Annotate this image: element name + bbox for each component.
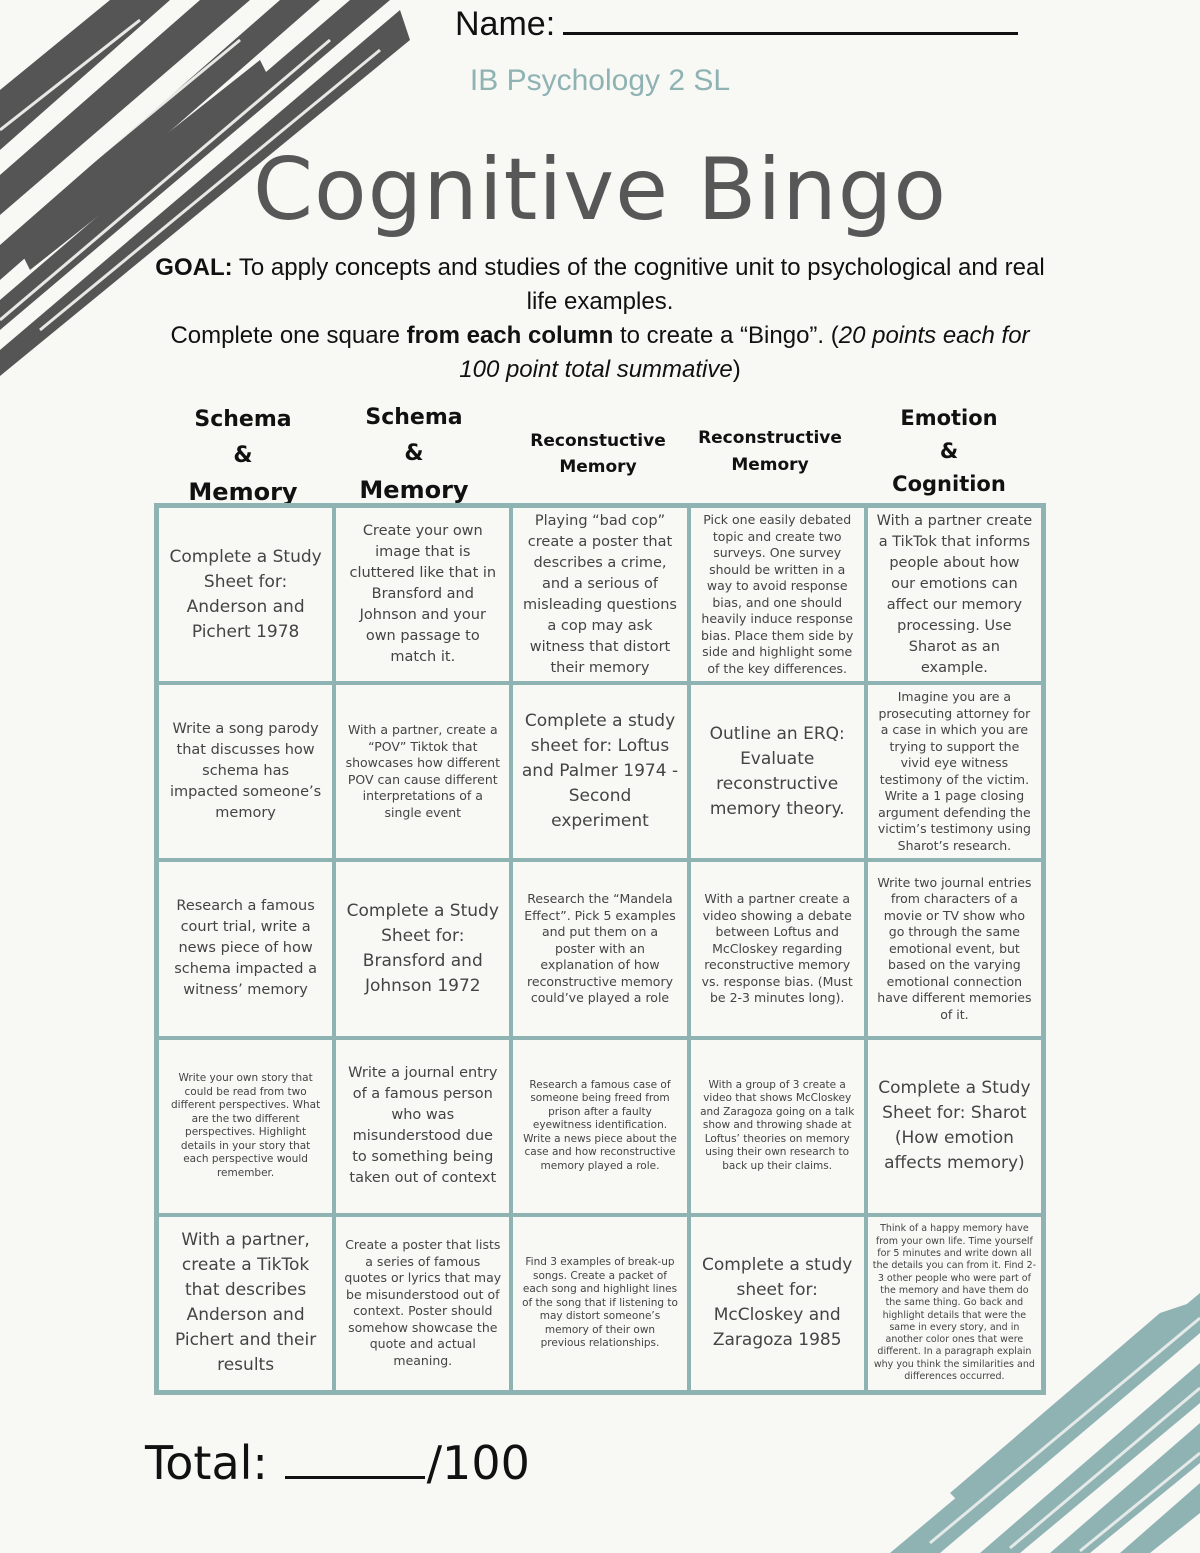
bingo-square[interactable] — [511, 860, 688, 1037]
bingo-square[interactable] — [866, 1215, 1043, 1392]
bingo-square[interactable] — [157, 683, 334, 860]
bingo-square-text: Imagine you are a prosecuting attorney for a case in which you are trying to support the vivid eye witness testimony of the victim. Write a 1 page closing argument defending the victim’s testimony using Sharot’s research. — [877, 689, 1031, 853]
bingo-square-text: Complete a Study Sheet for: Anderson and Pichert 1978 — [169, 546, 322, 642]
bingo-square-text: Write two journal entries from characters of a movie or TV show who go through the same emotional event, but based on the varying emotional connection have different memories of it. — [877, 874, 1032, 1022]
bingo-square[interactable] — [157, 1038, 334, 1215]
bingo-square-text: Create your own image that is cluttered like that in Bransford and Johnson and your own passage to match it. — [349, 523, 497, 666]
bingo-square[interactable] — [689, 683, 866, 860]
column-header-1-line3: Memory — [188, 478, 298, 506]
course-subtitle: IB Psychology 2 SL — [469, 64, 731, 97]
column-header-4-line1: Reconstructive — [698, 428, 842, 448]
column-header-5-line3: Cognition — [892, 472, 1006, 496]
bingo-square[interactable] — [689, 1038, 866, 1215]
total-score[interactable] — [145, 1436, 530, 1490]
bingo-square-text: Complete a study sheet for: McCloskey and Zaragoza 1985 — [702, 1255, 853, 1351]
bingo-square-text: Complete a Study Sheet for: Bransford and Johnson 1972 — [346, 900, 499, 996]
bingo-square-text: With a group of 3 create a video that shows McCloskey and Zaragoza going on a talk show and throwing shade at Loftus’ theories on memory using their own research to back up their claims. — [700, 1078, 855, 1172]
bingo-square-text: Write a song parody that discusses how schema has impacted someone’s memory — [169, 721, 322, 822]
instructions-end: ) — [732, 356, 741, 383]
bingo-square[interactable] — [511, 1215, 688, 1392]
instructions-bold: from each column — [406, 322, 614, 349]
bingo-square[interactable] — [334, 860, 511, 1037]
column-header-3-line1: Reconstuctive — [530, 431, 666, 451]
instructions-pre: Complete one square — [170, 322, 407, 349]
bingo-square[interactable] — [511, 506, 688, 683]
bingo-square[interactable] — [334, 506, 511, 683]
goal-text: To apply concepts and studies of the cognitive unit to psychological and real life examples. — [232, 254, 1045, 315]
column-header-1-line2: & — [233, 443, 253, 468]
column-header-5 — [861, 402, 1037, 501]
bingo-square[interactable] — [866, 683, 1043, 860]
bingo-square-text: Write a journal entry of a famous person who was misunderstood due to something being taken out of context — [348, 1065, 498, 1187]
goal-instructions — [150, 251, 1050, 387]
bingo-square[interactable] — [334, 683, 511, 860]
bingo-square-text: Think of a happy memory have from your own life. Time yourself for 5 minutes and write down all the details you can from it. Find 2-3 other people who were part of the memory and have them do the same thing. Go back and highlight details that were the same in every story, and in another color ones that were different. In a paragraph explain why you think the similarities and differences occurred. — [872, 1223, 1037, 1383]
bingo-square[interactable] — [866, 506, 1043, 683]
bingo-grid — [154, 503, 1046, 1395]
column-header-2-line1: Schema — [365, 405, 463, 430]
bingo-square[interactable] — [157, 506, 334, 683]
bingo-square-text: Complete a study sheet for: Loftus and Palmer 1974 - Second experiment — [521, 711, 679, 832]
bingo-square[interactable] — [334, 1215, 511, 1392]
bingo-square[interactable] — [689, 506, 866, 683]
goal-label: GOAL: — [155, 254, 233, 281]
bingo-square-text: Find 3 examples of break-up songs. Create a packet of each song and highlight lines of the song that if listening to may distort someone’s memory of their own previous relationships. — [522, 1256, 678, 1350]
bingo-square-text: Research the “Mandela Effect”. Pick 5 examples and put them on a poster with an explanation of how reconstructive memory could’ve played a role — [524, 891, 676, 1006]
name-field[interactable] — [455, 2, 1018, 44]
total-blank-line[interactable] — [285, 1440, 425, 1479]
page-title: Cognitive Bingo — [252, 140, 947, 240]
name-blank-line[interactable] — [563, 2, 1018, 35]
bingo-square[interactable] — [689, 860, 866, 1037]
column-header-4 — [682, 425, 858, 479]
column-header-3 — [510, 428, 686, 480]
bingo-square-text: Research a famous court trial, write a news piece of how schema impacted a witness’ memory — [174, 898, 317, 999]
column-header-2-line2: & — [404, 441, 424, 466]
column-header-1 — [155, 402, 331, 510]
bingo-square-text: Pick one easily debated topic and create two surveys. One survey should be written in a way to avoid response bias, and one should heavily induce response bias. Place them side by side and highlight some of the key differences. — [701, 512, 854, 676]
column-header-4-line2: Memory — [731, 455, 809, 475]
instructions-italic: 20 points each for 100 point total summative — [459, 322, 1030, 383]
bingo-square[interactable] — [689, 1215, 866, 1392]
bingo-square[interactable] — [866, 860, 1043, 1037]
bingo-square-text: With a partner, create a TikTok that describes Anderson and Pichert and their results — [174, 1230, 317, 1376]
bingo-square-text: Complete a Study Sheet for: Sharot (How emotion affects memory) — [878, 1078, 1031, 1174]
bingo-square[interactable] — [157, 860, 334, 1037]
instructions-mid: to create a “Bingo”. ( — [613, 322, 839, 349]
column-header-2 — [326, 400, 502, 508]
name-label: Name: — [455, 5, 556, 43]
bingo-square[interactable] — [511, 683, 688, 860]
total-suffix: /100 — [426, 1436, 530, 1490]
bingo-square-text: Create a poster that lists a series of famous quotes or lyrics that may be misunderstood out of context. Poster should somehow showcase the quote and actual meaning. — [344, 1237, 502, 1368]
bingo-square-text: Research a famous case of someone being freed from prison after a faulty eyewitness identification. Write a news piece about the case and how reconstructive memory played a role. — [523, 1078, 677, 1172]
bingo-square-text: With a partner create a video showing a debate between Loftus and McCloskey regarding reconstructive memory vs. response bias. (Must be 2-3 minutes long). — [701, 891, 853, 1006]
column-header-2-line3: Memory — [359, 476, 469, 504]
bingo-square-text: With a partner create a TikTok that informs people about how our emotions can affect our memory processing. Use Sharot as an example. — [876, 512, 1033, 676]
column-header-3-line2: Memory — [559, 457, 637, 477]
total-label: Total: — [145, 1436, 268, 1490]
column-header-5-line1: Emotion — [900, 406, 998, 430]
bingo-square-text: Playing “bad cop” create a poster that describes a crime, and a serious of misleading questions a cop may ask witness that distort their memory — [523, 512, 677, 676]
bingo-square[interactable] — [334, 1038, 511, 1215]
column-header-5-line2: & — [939, 439, 959, 463]
bingo-square[interactable] — [511, 1038, 688, 1215]
bingo-square[interactable] — [157, 1215, 334, 1392]
bingo-square[interactable] — [866, 1038, 1043, 1215]
bingo-square-text: With a partner, create a “POV” Tiktok that showcases how different POV can cause different interpretations of a single event — [345, 722, 500, 820]
bingo-square-text: Write your own story that could be read from two different perspectives. What are the two different perspectives. Highlight details in your story that each perspective would remember. — [171, 1072, 321, 1179]
column-header-1-line1: Schema — [194, 407, 292, 432]
bingo-square-text: Outline an ERQ: Evaluate reconstructive memory theory. — [709, 723, 845, 819]
